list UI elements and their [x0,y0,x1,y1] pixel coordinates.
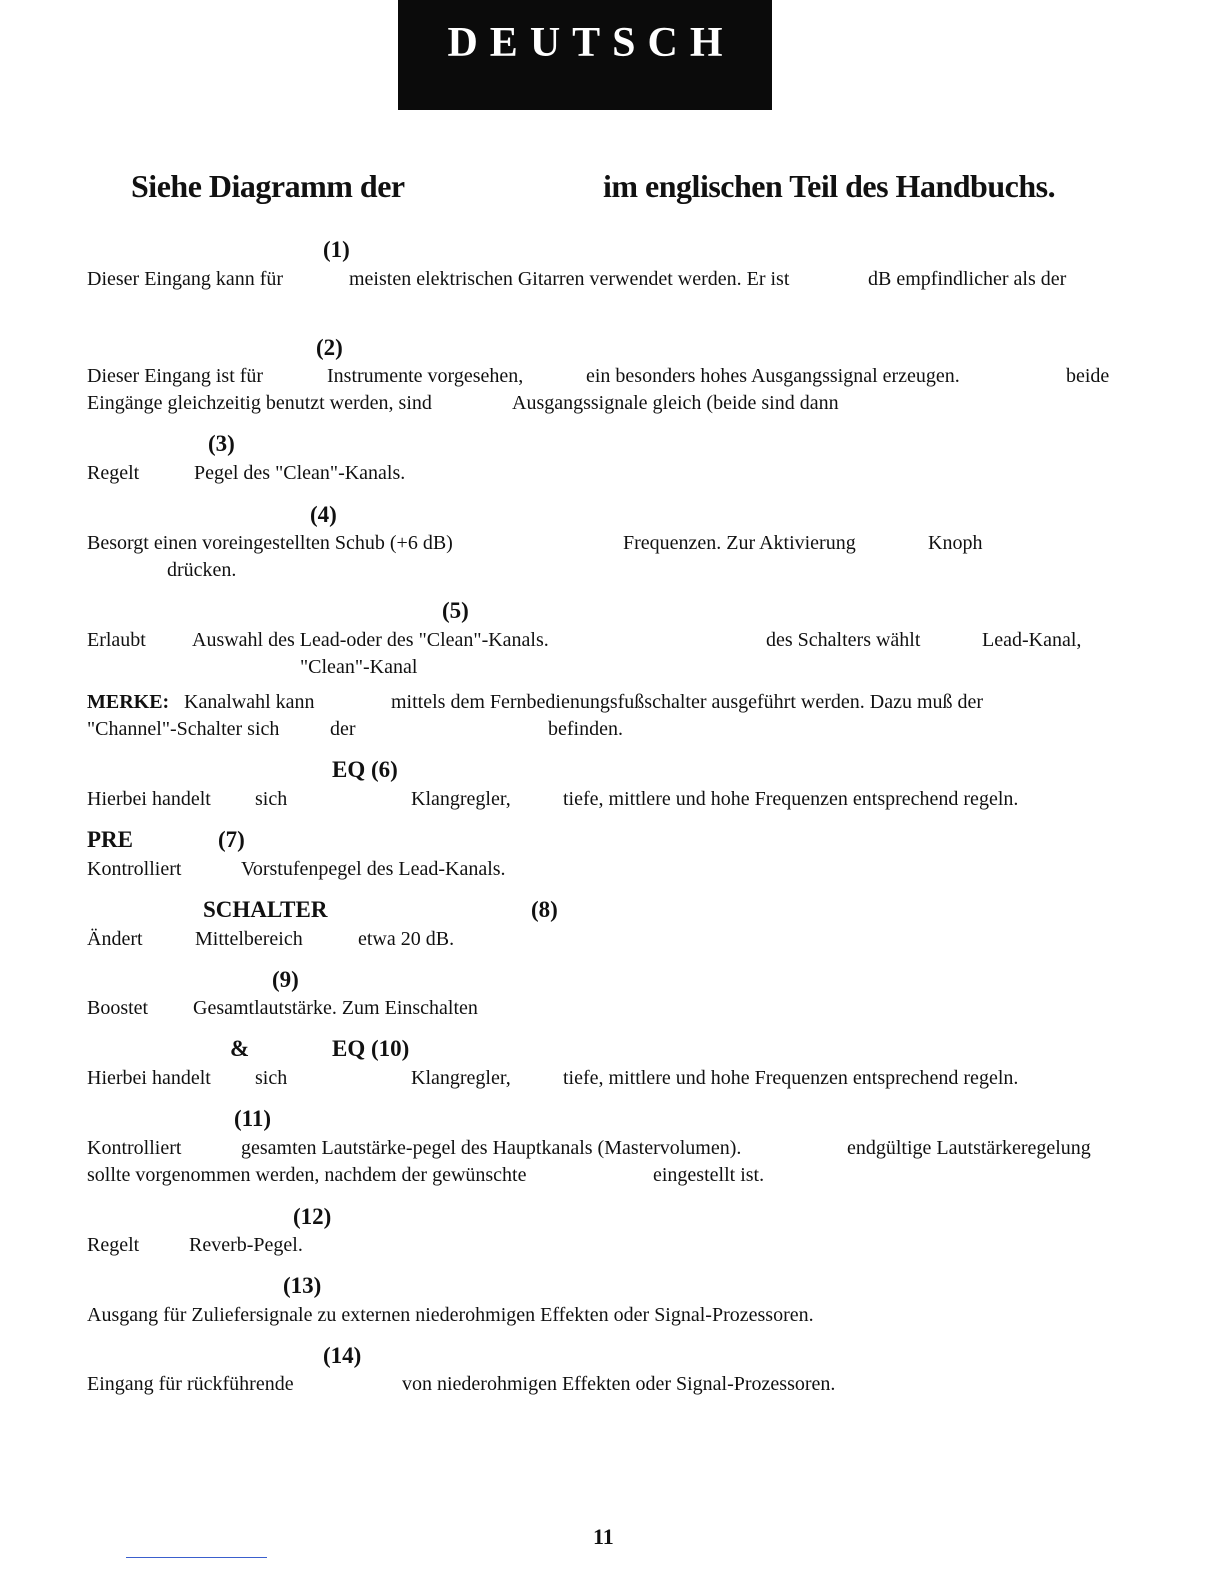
body-text: sollte vorgenommen werden, nachdem der gewünschte [87,1164,527,1186]
body-text: befinden. [548,718,623,740]
body-text: von niederohmigen Effekten oder Signal-Prozessoren. [402,1373,836,1395]
body-text: Ausgang für Zuliefersignale zu externen niederohmigen Effekten oder Signal-Prozessoren. [87,1304,814,1326]
body-text: Klangregler, [411,1067,511,1089]
body-text: beide [1066,365,1110,387]
section-number: (12) [293,1204,332,1229]
body-text: endgültige Lautstärkeregelung [847,1137,1091,1159]
section-number: (8) [531,897,558,922]
section-number: (4) [310,502,337,527]
body-text: meisten elektrischen Gitarren verwendet werden. Er ist [349,268,790,290]
body-text: ein besonders hohes Ausgangssignal erzeugen. [586,365,960,387]
section-number: EQ (6) [332,757,398,782]
body-text: Kontrolliert [87,858,182,880]
body-text: Frequenzen. Zur Aktivierung [623,532,856,554]
body-text: Auswahl des Lead-oder des "Clean"-Kanals. [192,629,549,651]
intro-text-part1: Siehe Diagramm der [131,168,405,204]
language-banner [398,0,772,110]
body-text: Ausgangssignale gleich (beide sind dann [512,392,839,414]
body-text: Boostet [87,997,149,1019]
body-text: Reverb-Pegel. [189,1234,303,1256]
section-number: (1) [323,237,350,262]
body-text: etwa 20 dB. [358,928,455,950]
section-label: & [230,1036,250,1061]
section-label: PRE [87,827,133,852]
body-text: gesamten Lautstärke-pegel des Hauptkanals (Mastervolumen). [241,1137,742,1159]
body-text: Lead-Kanal, [982,629,1082,651]
body-text: Kanalwahl kann [184,691,315,713]
body-text: "Channel"-Schalter sich [87,718,280,740]
section-label: SCHALTER [203,897,328,922]
body-text: Ändert [87,928,143,950]
body-text: tiefe, mittlere und hohe Frequenzen entsprechend regeln. [563,1067,1019,1089]
body-text: Regelt [87,462,140,484]
intro-text-part2: im englischen Teil des Handbuchs. [603,168,1056,204]
section-number: (5) [442,598,469,623]
section-number: (14) [323,1343,362,1368]
body-text: Besorgt einen voreingestellten Schub (+6 dB) [87,532,453,554]
footer-rule [126,1557,267,1558]
body-text: mittels dem Fernbedienungsfußschalter ausgeführt werden. Dazu muß der [391,691,984,713]
body-text: Hierbei handelt [87,788,211,810]
body-text: der [330,718,356,740]
body-text: drücken. [167,559,237,581]
section-number: (2) [316,335,343,360]
language-title: DEUTSCH [447,20,735,66]
body-text: des Schalters wählt [766,629,921,651]
body-text: Knoph [928,532,983,554]
section-number: (11) [234,1106,272,1131]
body-text: tiefe, mittlere und hohe Frequenzen entsprechend regeln. [563,788,1019,810]
body-text: Gesamtlautstärke. Zum Einschalten [193,997,478,1019]
body-text: Dieser Eingang ist für [87,365,264,387]
body-text: sich [255,788,288,810]
body-text: Vorstufenpegel des Lead-Kanals. [241,858,506,880]
body-text: Erlaubt [87,629,146,651]
body-text: Pegel des "Clean"-Kanals. [194,462,406,484]
body-text: Eingang für rückführende [87,1373,294,1395]
section-number: (13) [283,1273,322,1298]
body-text: Mittelbereich [195,928,303,950]
body-text: Regelt [87,1234,140,1256]
section-number: (7) [218,827,245,852]
body-text: Dieser Eingang kann für [87,268,284,290]
page-number: 11 [593,1524,614,1549]
body-text: Instrumente vorgesehen, [327,365,524,387]
body-text: eingestellt ist. [653,1164,765,1186]
body-text: Kontrolliert [87,1137,182,1159]
note-label: MERKE: [87,691,170,713]
body-text: Klangregler, [411,788,511,810]
body-text: dB empfindlicher als der [868,268,1067,290]
body-text: sich [255,1067,288,1089]
body-text: Hierbei handelt [87,1067,211,1089]
section-number: EQ (10) [332,1036,410,1061]
section-number: (9) [272,967,299,992]
body-text: Eingänge gleichzeitig benutzt werden, sind [87,392,432,414]
section-number: (3) [208,431,235,456]
body-text: "Clean"-Kanal [300,656,418,678]
